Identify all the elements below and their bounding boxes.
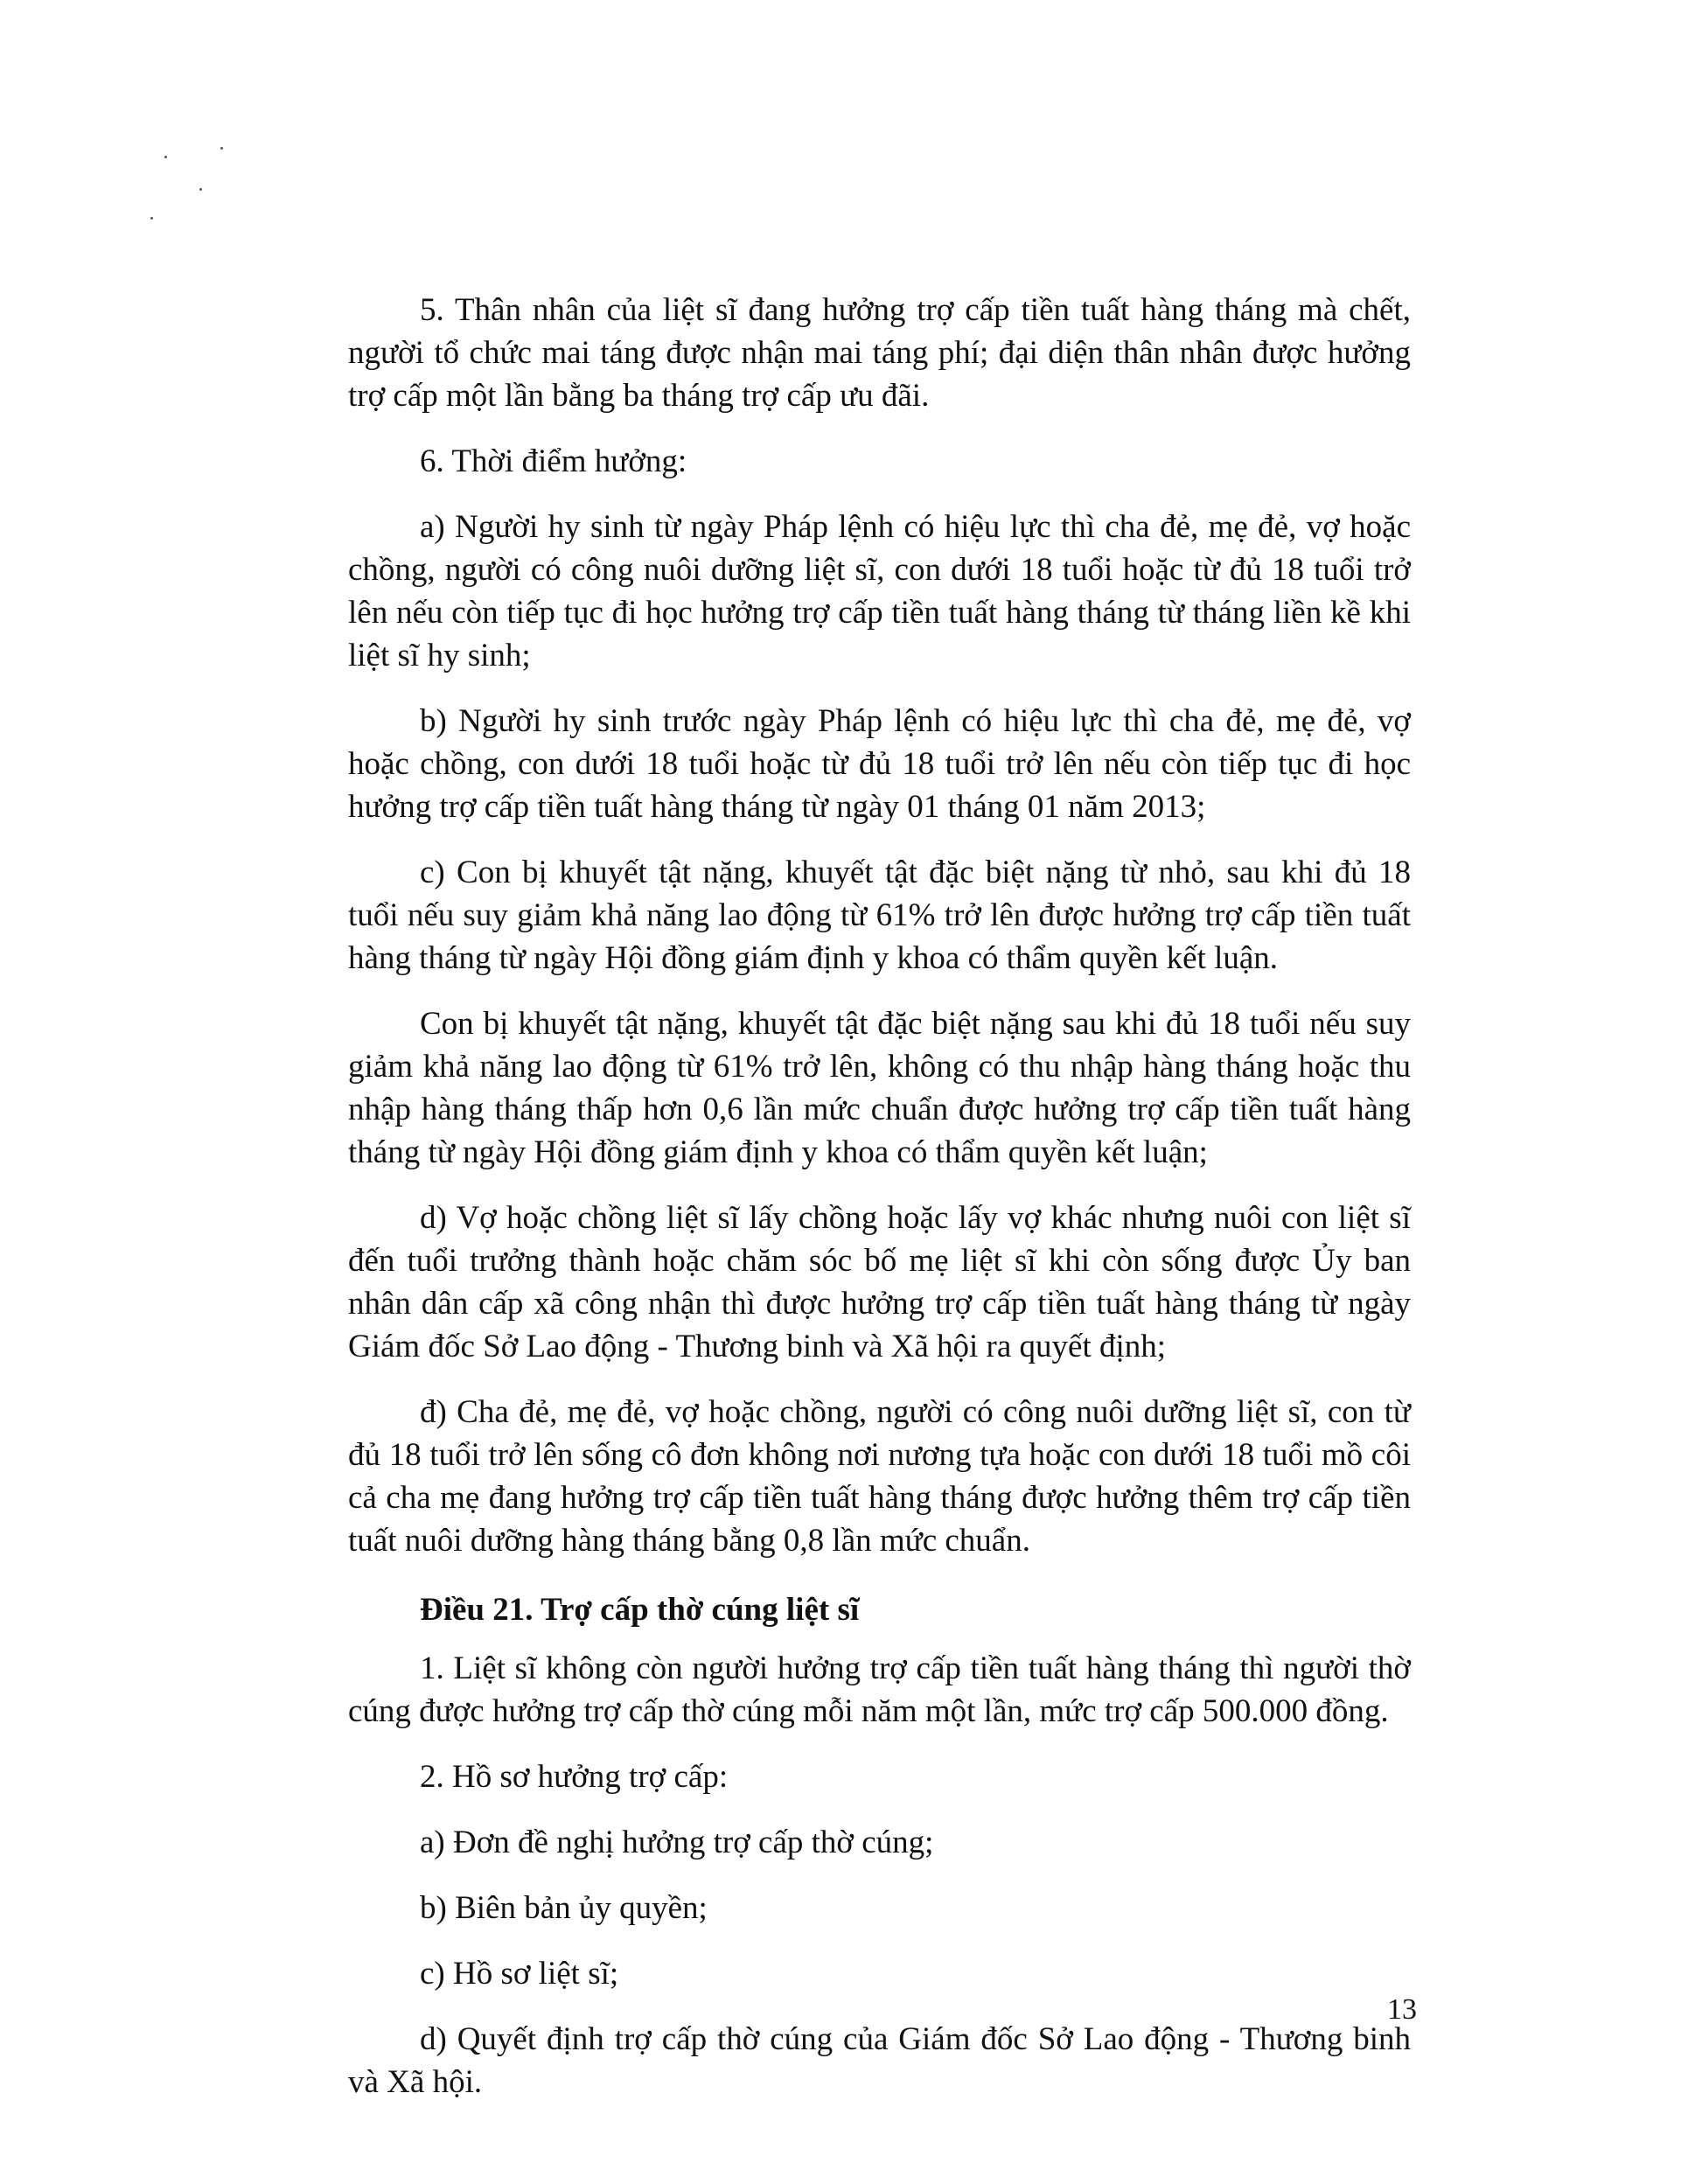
paragraph-clause-6b: b) Người hy sinh trước ngày Pháp lệnh có hiệu lực thì cha đẻ, mẹ đẻ, vợ hoặc chồng, con dưới 18 tuổi hoặc từ đủ 18 tuổi trở lên nếu còn tiếp tục đi học hưởng trợ cấp tiền tuất hàng tháng từ ngày 01 tháng 01 năm 2013; — [348, 703, 1411, 825]
article-21-clause-2b: b) Biên bản ủy quyền; — [420, 1890, 708, 1926]
article-21-clause-2d: d) Quyết định trợ cấp thờ cúng của Giám đốc Sở Lao động - Thương binh và Xã hội. — [348, 2021, 1411, 2100]
paragraph-clause-6dd: đ) Cha đẻ, mẹ đẻ, vợ hoặc chồng, người có công nuôi dưỡng liệt sĩ, con từ đủ 18 tuổi trở lên sống cô đơn không nơi nương tựa hoặc con dưới 18 tuổi mồ côi cả cha mẹ đang hưởng trợ cấp tiền tuất hàng tháng được hưởng thêm trợ cấp tiền tuất nuôi dưỡng hàng tháng bằng 0,8 lần mức chuẩn. — [348, 1394, 1411, 1559]
paragraph-clause-6a: a) Người hy sinh từ ngày Pháp lệnh có hiệu lực thì cha đẻ, mẹ đẻ, vợ hoặc chồng, người có công nuôi dưỡng liệt sĩ, con dưới 18 tuổi hoặc từ đủ 18 tuổi trở lên nếu còn tiếp tục đi học hưởng trợ cấp tiền tuất hàng tháng từ tháng liền kề khi liệt sĩ hy sinh; — [348, 509, 1411, 673]
paragraph-clause-6c: c) Con bị khuyết tật nặng, khuyết tật đặc biệt nặng từ nhỏ, sau khi đủ 18 tuổi nếu suy giảm khả năng lao động từ 61% trở lên được hưởng trợ cấp tiền tuất hàng tháng từ ngày Hội đồng giám định y khoa có thẩm quyền kết luận. — [348, 855, 1411, 976]
paragraph-clause-6: 6. Thời điểm hưởng: — [420, 443, 687, 479]
article-21-clause-2a: a) Đơn đề nghị hưởng trợ cấp thờ cúng; — [420, 1825, 934, 1860]
article-21-clause-1: 1. Liệt sĩ không còn người hưởng trợ cấp tiền tuất hàng tháng thì người thờ cúng được hưởng trợ cấp thờ cúng mỗi năm một lần, mức trợ cấp 500.000 đồng. — [348, 1650, 1411, 1729]
scan-speck — [150, 217, 153, 220]
paragraph-clause-6d: d) Vợ hoặc chồng liệt sĩ lấy chồng hoặc lấy vợ khác nhưng nuôi con liệt sĩ đến tuổi trưởng thành hoặc chăm sóc bố mẹ liệt sĩ khi còn sống được Ủy ban nhân dân cấp xã công nhận thì được hưởng trợ cấp tiền tuất hàng tháng từ ngày Giám đốc Sở Lao động - Thương binh và Xã hội ra quyết định; — [348, 1200, 1411, 1364]
paragraph-clause-5: 5. Thân nhân của liệt sĩ đang hưởng trợ cấp tiền tuất hàng tháng mà chết, người tổ chức mai táng được nhận mai táng phí; đại diện thân nhân được hưởng trợ cấp một lần bằng ba tháng trợ cấp ưu đãi. — [348, 292, 1411, 414]
article-21-heading: Điều 21. Trợ cấp thờ cúng liệt sĩ — [420, 1592, 860, 1628]
page-number: 13 — [1387, 1993, 1417, 2026]
scan-speck — [164, 156, 167, 158]
scan-speck — [220, 147, 223, 150]
paragraph-clause-6c-continued: Con bị khuyết tật nặng, khuyết tật đặc biệt nặng sau khi đủ 18 tuổi nếu suy giảm khả năng lao động từ 61% trở lên, không có thu nhập hàng tháng hoặc thu nhập hàng tháng thấp hơn 0,6 lần mức chuẩn được hưởng trợ cấp tiền tuất hàng tháng từ ngày Hội đồng giám định y khoa có thẩm quyền kết luận; — [348, 1006, 1411, 1170]
article-21-clause-2: 2. Hồ sơ hưởng trợ cấp: — [420, 1759, 729, 1795]
article-21-clause-2c: c) Hồ sơ liệt sĩ; — [420, 1956, 619, 1992]
scan-speck — [199, 188, 202, 191]
document-body — [348, 289, 1411, 2104]
